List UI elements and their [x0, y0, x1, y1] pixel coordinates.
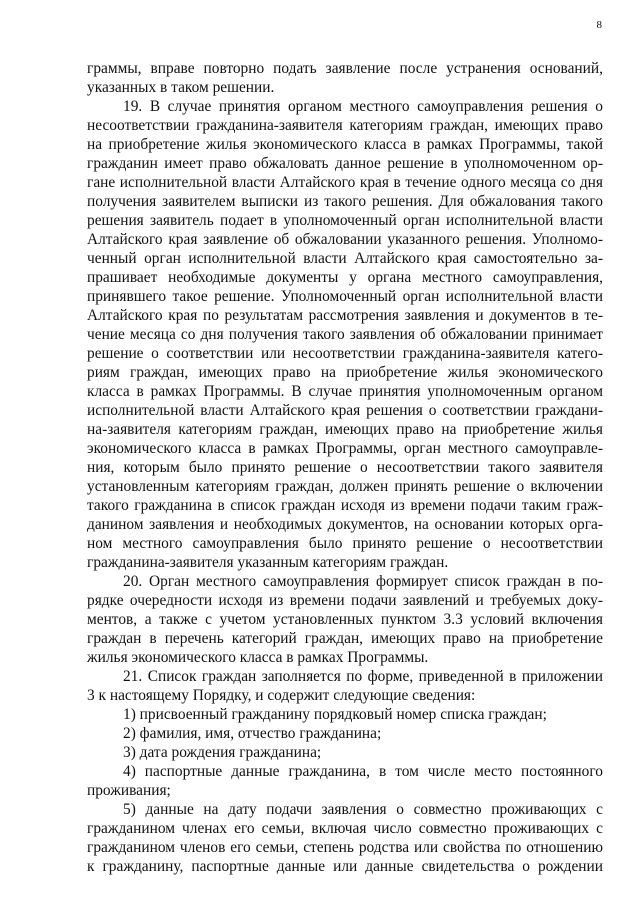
text-line: рядке очередности исходя из времени подачи заявлений и требуемых доку-: [87, 592, 603, 609]
text-line: данином заявления и необходимых документов, на основании которых орга-: [87, 516, 603, 533]
text-line: ния, которым было принято решение о несоответствии такого заявителя: [87, 459, 603, 476]
text-line: 4) паспортные данные гражданина, в том числе место постоянного: [123, 763, 603, 780]
text-line: 2) фамилия, имя, отчество гражданина;: [123, 725, 382, 742]
text-line: 19. В случае принятия органом местного самоуправления решения о: [123, 98, 603, 115]
text-line: 20. Орган местного самоуправления формирует список граждан в по-: [123, 573, 603, 590]
text-line: прашивает необходимые документы у органа местного самоуправления,: [87, 269, 603, 286]
text-line: к гражданину, паспортные данные или данные свидетельства о рождении: [87, 858, 603, 875]
text-line: несоответствии гражданина-заявителя категориям граждан, имеющих право: [87, 117, 603, 134]
text-line: принявшего такое решение. Уполномоченный орган исполнительной власти: [87, 288, 603, 305]
text-line: граждан в перечень категорий граждан, имеющих право на приобретение: [87, 630, 603, 647]
text-line: установленным категориям граждан, должен принять решение о включении: [87, 478, 603, 495]
text-line: гражданином членов его семьи, степень родства или свойства по отношению: [87, 839, 603, 856]
text-line: 21. Список граждан заполняется по форме, приведенной в приложении: [123, 668, 603, 685]
text-line: граммы, вправе повторно подать заявление после устранения оснований,: [87, 60, 603, 77]
text-line: Алтайского края по результатам рассмотрения заявления и документов в те-: [87, 307, 603, 324]
text-line: решения заявитель подает в уполномоченный орган исполнительной власти: [87, 212, 603, 229]
text-line: получения заявителем выписки из такого решения. Для обжалования такого: [87, 193, 603, 210]
text-line: такого гражданина в список граждан исходя из времени подачи таким граж-: [87, 497, 603, 514]
text-line: исполнительной власти Алтайского края решения о соответствии граждани-: [87, 402, 603, 419]
text-line: риям граждан, имеющих право на приобретение жилья экономического: [87, 364, 603, 381]
text-line: на-заявителя категориям граждан, имеющих право на приобретение жилья: [87, 421, 603, 438]
text-line: гане исполнительной власти Алтайского края в течение одного месяца со дня: [87, 174, 603, 191]
text-line: проживания;: [87, 782, 171, 799]
text-line: жилья экономического класса в рамках Программы.: [87, 649, 429, 666]
document-body: [87, 59, 603, 876]
text-line: 3) дата рождения гражданина;: [123, 744, 322, 761]
text-line: на приобретение жилья экономического класса в рамках Программы, такой: [87, 136, 603, 153]
text-line: экономического класса в рамках Программы, орган местного самоуправле-: [87, 440, 603, 457]
text-line: 5) данные на дату подачи заявления о совместно проживающих с: [123, 801, 603, 818]
text-line: ном местного самоуправления было принято решение о несоответствии: [87, 535, 603, 552]
text-line: ченный орган исполнительной власти Алтайского края самостоятельно за-: [87, 250, 603, 267]
text-line: чение месяца со дня получения такого заявления об обжаловании принимает: [87, 326, 603, 343]
text-line: решение о соответствии или несоответствии гражданина-заявителя катего-: [87, 345, 603, 362]
text-line: ментов, а также с учетом установленных пунктом 3.3 условий включения: [87, 611, 603, 628]
text-line: 3 к настоящему Порядку, и содержит следующие сведения:: [87, 687, 476, 704]
text-line: класса в рамках Программы. В случае принятия уполномоченным органом: [87, 383, 603, 400]
page-number: 8: [596, 19, 602, 31]
text-line: Алтайского края заявление об обжаловании указанного решения. Уполномо-: [87, 231, 603, 248]
text-line: гражданином членах его семьи, включая число совместно проживающих с: [87, 820, 603, 837]
text-line: гражданина-заявителя указанным категориям граждан.: [87, 554, 449, 571]
text-line: гражданин имеет право обжаловать данное решение в уполномоченном ор-: [87, 155, 603, 172]
text-line: 1) присвоенный гражданину порядковый номер списка граждан;: [123, 706, 547, 723]
text-line: указанных в таком решении.: [87, 79, 275, 96]
